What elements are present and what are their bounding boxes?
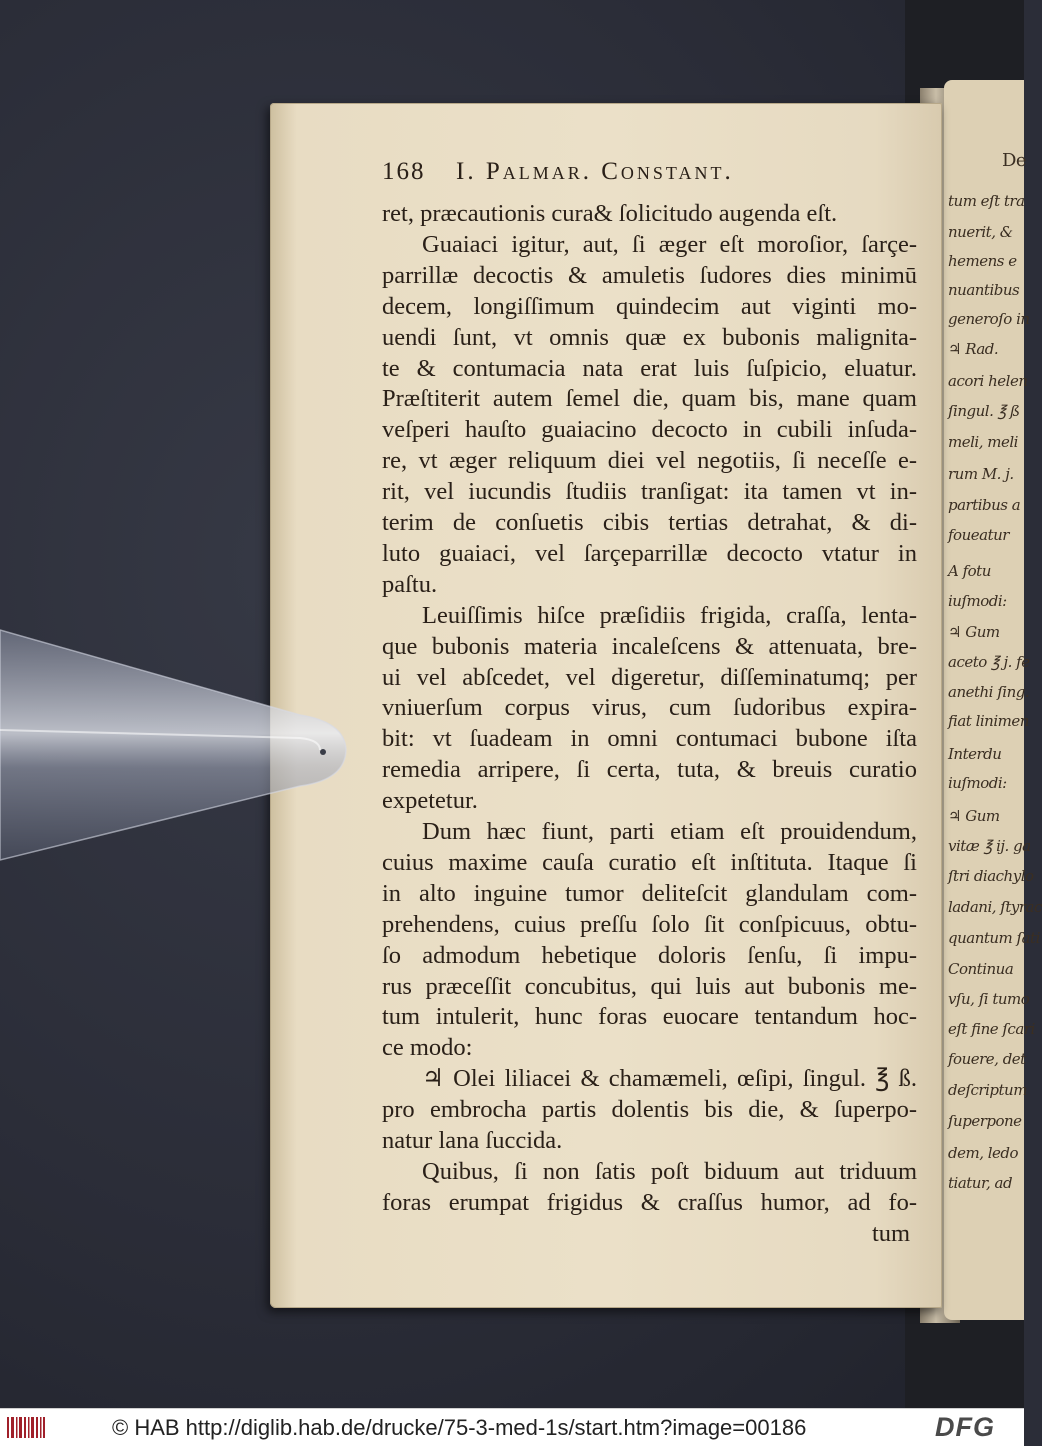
text-line: Præſtiterit autem ſemel die, quam bis, mane quam bbox=[382, 385, 917, 413]
text-line: foras erumpat frigidus & craſſus humor, ad fo- bbox=[382, 1188, 917, 1216]
text-line: te & contumacia nata erat luis ſuſpicio, eluatur. bbox=[382, 354, 917, 382]
text-line: in alto inguine tumor deliteſcit glandulam com- bbox=[382, 879, 917, 907]
next-page-text-line: ♃ Gum bbox=[948, 623, 1000, 641]
next-page-text-line: meli, meli bbox=[948, 433, 1018, 451]
hab-barcode-logo-icon bbox=[6, 1414, 46, 1441]
text-line: rit, vel iucundis ſtudiis tranſigat: ita tamen vt in- bbox=[382, 478, 917, 506]
next-page-text-line: fouere, det bbox=[948, 1050, 1026, 1068]
catchword: tum bbox=[872, 1219, 911, 1247]
next-page-text-line: fiat linimen bbox=[948, 712, 1029, 730]
next-page-fragment bbox=[944, 80, 1042, 1320]
next-page-text-line: tiatur, ad bbox=[948, 1174, 1013, 1192]
next-page-text-line: De bbox=[1002, 150, 1027, 171]
next-page-text-line: vitæ ℥ ij. ga bbox=[948, 837, 1031, 855]
next-page-text-line: ſtri diachylo bbox=[948, 867, 1034, 885]
text-line: pro embrocha partis dolentis bis die, & ſuperpo- bbox=[382, 1096, 917, 1124]
next-page-text-line: foueatur bbox=[948, 526, 1009, 544]
text-line: que bubonis materia incaleſcens & attenuata, bre- bbox=[382, 632, 917, 660]
text-line: ſo admodum hebetique doloris ſenſu, ſi impu- bbox=[382, 941, 917, 969]
text-line: ret, præcautionis cura& ſolicitudo augenda eſt. bbox=[382, 200, 838, 227]
text-line: Leuiſſimis hiſce præſidiis frigida, craſſa, lenta- bbox=[422, 601, 917, 629]
text-line: rus præceſſit concubitus, qui luis aut bubonis me- bbox=[382, 972, 917, 1000]
running-header bbox=[382, 158, 922, 192]
text-line: parrillæ decoctis & amuletis ſudores dies minimū bbox=[382, 261, 917, 289]
dfg-logo: DFG bbox=[935, 1412, 995, 1442]
text-line: ce modo: bbox=[382, 1034, 473, 1062]
text-line: uendi ſunt, vt omnis quæ ex bubonis malignita- bbox=[382, 323, 917, 351]
next-page-text-line: ſuperpone bbox=[948, 1112, 1022, 1130]
text-line: ♃ Olei liliacei & chamæmeli, œſipi, ſingul. ℥ ß. bbox=[422, 1065, 917, 1093]
text-line: tum intulerit, hunc foras euocare tentandum hoc- bbox=[382, 1003, 917, 1031]
text-line: Guaiaci igitur, aut, ſi æger eſt moroſior, ſarçe- bbox=[422, 230, 917, 258]
next-page-text-line: generoſo in bbox=[948, 310, 1030, 328]
running-head-title: I. Palmar. Constant. bbox=[456, 158, 734, 185]
next-page-text-line: nuantibus bbox=[948, 281, 1020, 299]
text-line: veſperi hauſto guaiacino decocto in cubili inſuda- bbox=[382, 416, 917, 444]
next-page-text-line: iuſmodi: bbox=[948, 774, 1007, 792]
text-line: bit: vt ſuadeam in omni contumaci bubone iſta bbox=[382, 725, 917, 753]
next-page-text-line: acori helen bbox=[948, 372, 1028, 390]
text-line: Dum hæc fiunt, parti etiam eſt prouidendum, bbox=[422, 818, 917, 845]
next-page-text-line: ſingul. ℥ ß bbox=[948, 402, 1020, 420]
footer-bar bbox=[0, 1408, 1024, 1446]
text-line: decem, longiſſimum quindecim aut viginti mo- bbox=[382, 292, 917, 320]
next-page-text-line: deſcriptum bbox=[948, 1081, 1027, 1099]
text-line: Quibus, ſi non ſatis poſt biduum aut triduum bbox=[422, 1157, 917, 1185]
next-page-text-line: eſt fine ſcari bbox=[948, 1020, 1035, 1038]
next-page-text-line: Continua bbox=[948, 960, 1014, 978]
text-line: ui vel abſcedet, vel digeretur, diſſeminatumq; per bbox=[382, 663, 917, 691]
next-page-text-line: ♃ Rad. bbox=[948, 340, 999, 358]
next-page-text-line: nuerit, & bbox=[948, 223, 1013, 241]
text-line: remedia arripere, ſi certa, tuta, & breuis curatio bbox=[382, 756, 917, 784]
text-line: vniuerſum corpus virus, cum ſudoribus expira- bbox=[382, 694, 917, 722]
next-page-text-line: vſu, ſi tumo bbox=[948, 990, 1030, 1008]
text-line: luto guaiaci, vel ſarçeparrillæ decocto vtatur in bbox=[382, 539, 917, 567]
next-page-text-line: iuſmodi: bbox=[948, 592, 1007, 610]
text-line: cuius maxime cauſa curatio eſt inſtituta. Itaque ſi bbox=[382, 848, 917, 876]
page-number: 168 bbox=[382, 158, 426, 185]
glass-page-holder bbox=[0, 610, 352, 870]
next-page-text-line: ladani, ſtyrac bbox=[948, 898, 1042, 916]
text-line: expetetur. bbox=[382, 787, 478, 815]
next-page-text-line: aceto ℥ j. fe bbox=[948, 653, 1030, 671]
next-page-text-line: Interdu bbox=[948, 745, 1002, 763]
next-page-text-line: ♃ Gum bbox=[948, 807, 1000, 825]
next-page-text-line: partibus a bbox=[948, 496, 1021, 514]
copyright-link[interactable]: © HAB http://diglib.hab.de/drucke/75-3-med-1s/start.htm?image=00186 bbox=[112, 1415, 807, 1440]
next-page-text-line: dem, ledo bbox=[948, 1144, 1019, 1162]
next-page-text-line: rum M. j. bbox=[948, 465, 1014, 483]
next-page-text-line: quantum ſati bbox=[948, 929, 1040, 947]
next-page-text-line: hemens e bbox=[948, 252, 1017, 270]
text-line: terim de conſuetis cibis tertias detrahat, & di- bbox=[382, 509, 917, 536]
next-page-text-line: tum eſt tra bbox=[948, 192, 1025, 210]
next-page-text-line: anethi ſing. bbox=[948, 683, 1030, 701]
text-line: re, vt æger reliquum diei vel negotiis, ſi neceſſe e- bbox=[382, 447, 917, 475]
next-page-text-line: A fotu bbox=[948, 562, 991, 580]
text-line: prehendens, cuius preſſu ſolo ſit conſpicuus, obtu- bbox=[382, 910, 917, 938]
text-line: paſtu. bbox=[382, 570, 438, 598]
text-line: natur lana ſuccida. bbox=[382, 1127, 563, 1154]
